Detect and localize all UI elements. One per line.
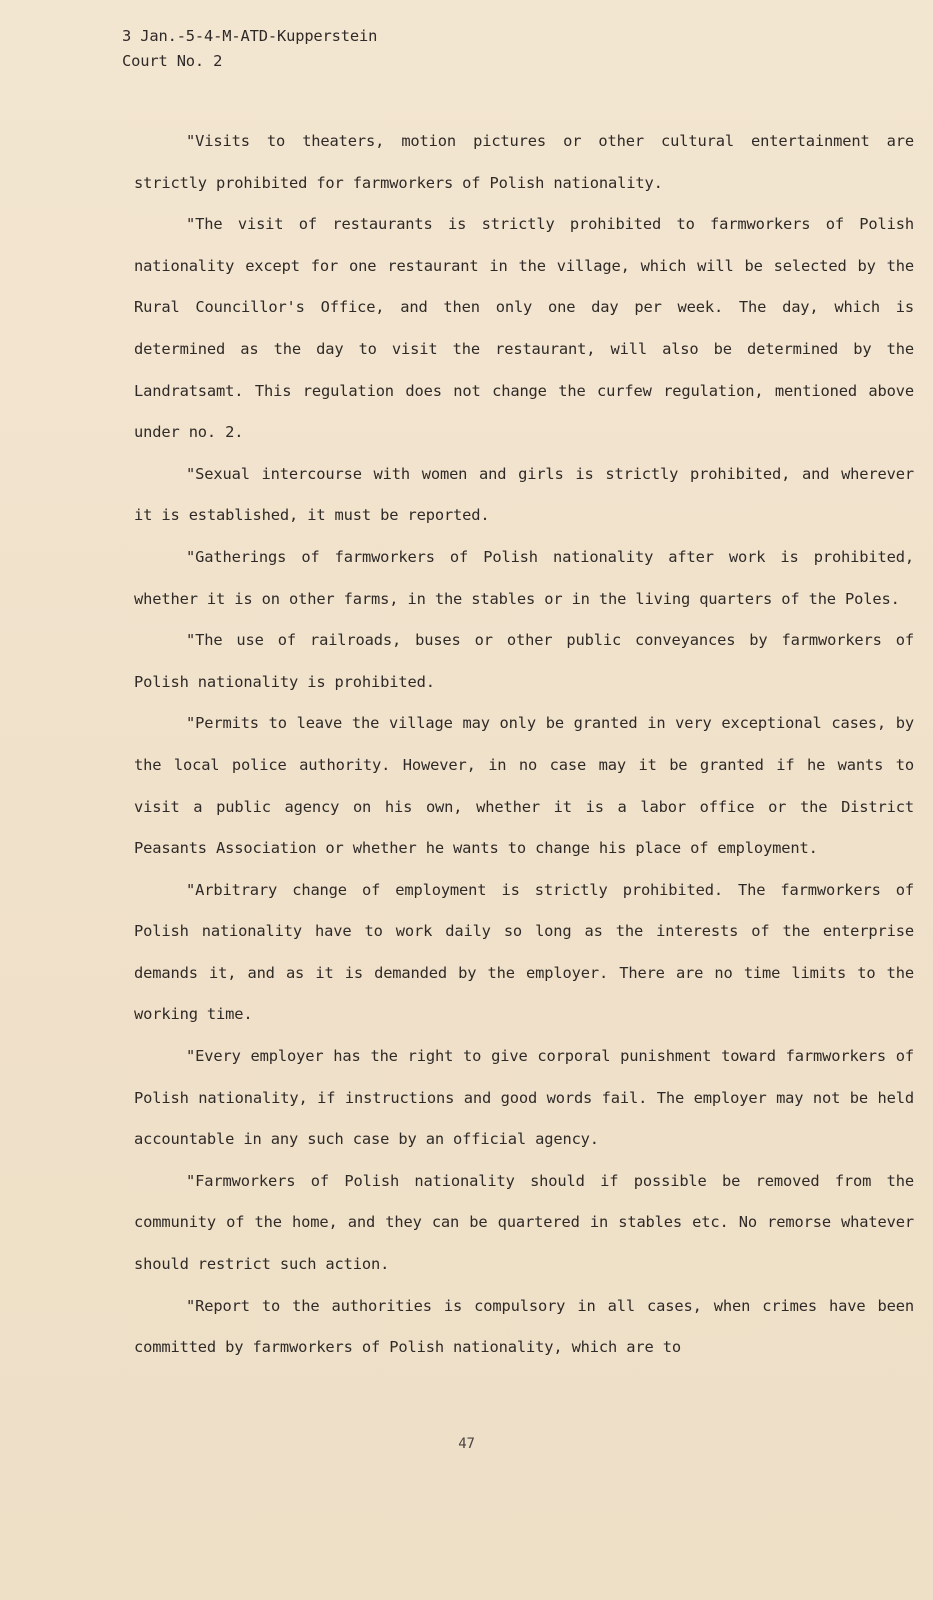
- paragraph-sexual-intercourse: "Sexual intercourse with women and girls is strictly prohibited, and wherever it is established, it must be reported.: [134, 464, 914, 525]
- header-court: Court No. 2: [122, 52, 223, 70]
- paragraph-public-conveyances: "The use of railroads, buses or other public conveyances by farmworkers of Polish nationality is prohibited.: [134, 631, 914, 691]
- paragraph-corporal-punishment: "Every employer has the right to give corporal punishment toward farmworkers of Polish nationality, if instructions and good words fail. The employer may not be held accountable in any such case by an official agency.: [134, 1047, 914, 1149]
- paragraph-report-to-authorities: "Report to the authorities is compulsory in all cases, when crimes have been committed by farmworkers of Polish nationality, which are to: [134, 1296, 914, 1357]
- paragraph-permits: "Permits to leave the village may only be granted in very exceptional cases, by the local police authority. However, in no case may it be granted if he wants to visit a public agency on his own, whether it is a labor office or the District Peasants Association or whether he wants to change his place of employment.: [134, 714, 914, 858]
- paragraph-quartering: "Farmworkers of Polish nationality should if possible be removed from the community of the home, and they can be quartered in stables etc. No remorse whatever should restrict such action.: [134, 1171, 914, 1274]
- page-number: 47: [458, 1436, 475, 1452]
- paragraph-restaurants: "The visit of restaurants is strictly prohibited to farmworkers of Polish nationality except for one restaurant in the village, which will be selected by the Rural Councillor's Office, and then only one day per week. The day, which is determined as the day to visit the restaurant, will also be determined by the Landratsamt. This regulation does not change the curfew regulation, mentioned above under no. 2.: [134, 215, 914, 442]
- document-header: [122, 24, 377, 74]
- paragraph-cultural-entertainment: "Visits to theaters, motion pictures or other cultural entertainment are strictly prohibited for farmworkers of Polish nationality.: [134, 132, 914, 192]
- paragraph-gatherings: "Gatherings of farmworkers of Polish nationality after work is prohibited, whether it is on other farms, in the stables or in the living quarters of the Poles.: [134, 547, 914, 608]
- document-body: [134, 121, 914, 1369]
- header-reference: 3 Jan.-5-4-M-ATD-Kupperstein: [122, 27, 378, 45]
- paragraph-change-of-employment: "Arbitrary change of employment is strictly prohibited. The farmworkers of Polish nationality have to work daily so long as the interests of the enterprise demands it, and as it is demanded by the employer. There are no time limits to the working time.: [134, 880, 914, 1024]
